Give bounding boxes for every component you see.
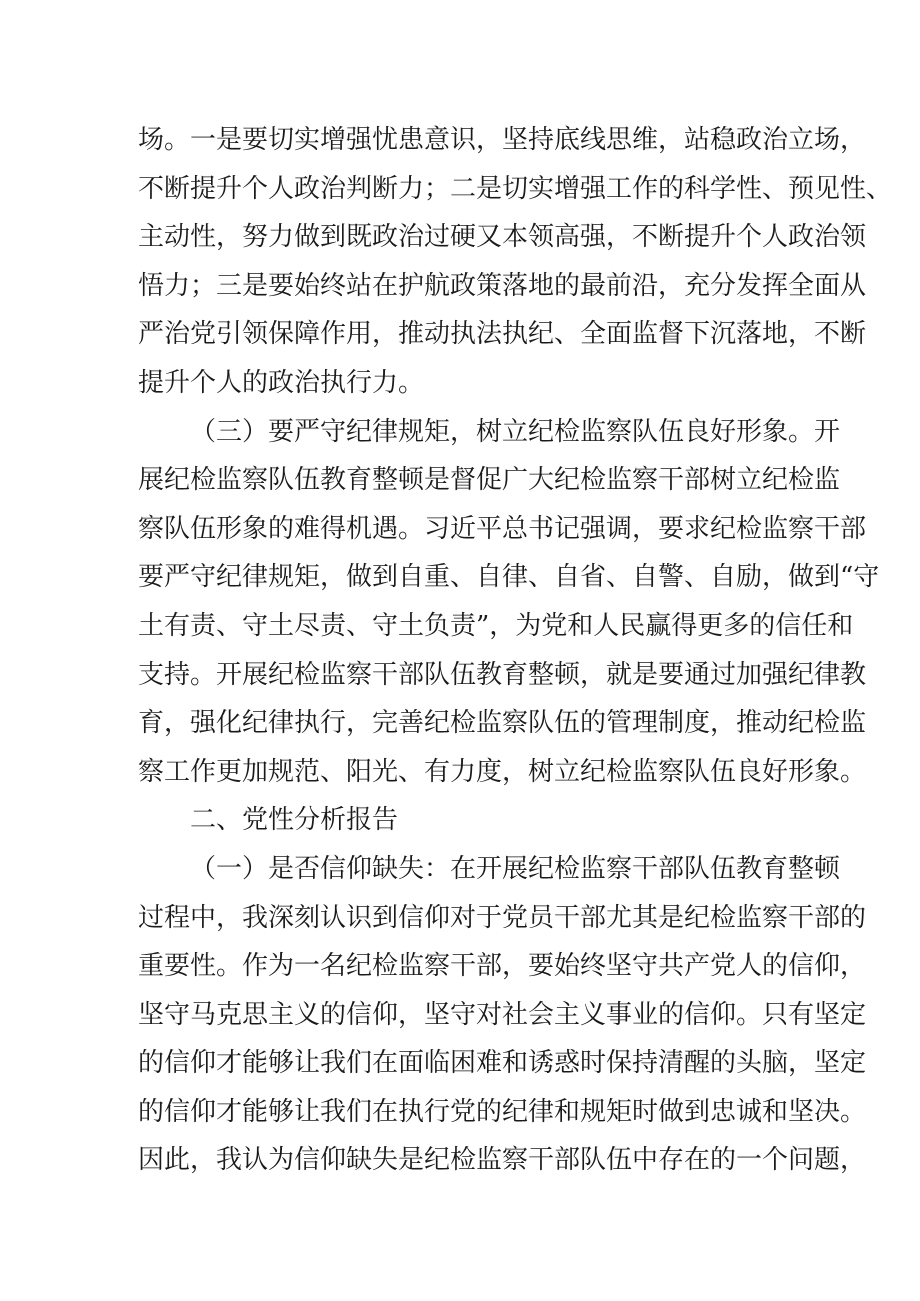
section-heading-party-analysis: 二、党性分析报告	[190, 805, 399, 836]
section-three-heading-line: （三）要严守纪律规矩，树立纪检监察队伍良好形象。开	[190, 416, 841, 447]
body-line-21: 的信仰才能够让我们在执行党的纪律和规矩时做到忠诚和坚决。	[138, 1096, 867, 1127]
body-line-5: 严治党引领保障作用，推动执法执纪、全面监督下沉落地，不断	[138, 319, 867, 350]
body-line-6: 提升个人的政治执行力。	[138, 367, 425, 398]
body-line-1: 场。一是要切实增强忧患意识，坚持底线思维，站稳政治立场，	[138, 125, 867, 155]
body-line-22: 因此，我认为信仰缺失是纪检监察干部队伍中存在的一个问题，	[138, 1145, 867, 1176]
body-line-11: 土有责、守土尽责、守土负责”，为党和人民赢得更多的信任和	[138, 610, 854, 641]
body-line-8: 展纪检监察队伍教育整顿是督促广大纪检监察干部树立纪检监	[138, 465, 841, 496]
body-line-20: 的信仰才能够让我们在面临困难和诱惑时保持清醒的头脑，坚定	[138, 1048, 867, 1079]
body-line-9: 察队伍形象的难得机遇。习近平总书记强调，要求纪检监察干部	[138, 513, 867, 544]
body-line-19: 坚守马克思主义的信仰，坚守对社会主义事业的信仰。只有坚定	[138, 999, 867, 1030]
body-line-13: 育，强化纪律执行，完善纪检监察队伍的管理制度，推动纪检监	[138, 708, 867, 739]
body-line-3: 主动性，努力做到既政治过硬又本领高强，不断提升个人政治领	[138, 222, 867, 253]
subsection-one-heading-line: （一）是否信仰缺失：在开展纪检监察干部队伍教育整顿	[190, 853, 841, 884]
body-line-10: 要严守纪律规矩，做到自重、自律、自省、自警、自励，做到“守	[138, 562, 880, 593]
body-line-17: 过程中，我深刻认识到信仰对于党员干部尤其是纪检监察干部的	[138, 902, 867, 933]
document-body	[138, 116, 893, 1185]
body-line-18: 重要性。作为一名纪检监察干部，要始终坚守共产党人的信仰，	[138, 951, 867, 982]
body-line-4: 悟力；三是要始终站在护航政策落地的最前沿，充分发挥全面从	[138, 270, 867, 301]
body-line-14: 察工作更加规范、阳光、有力度，树立纪检监察队伍良好形象。	[138, 756, 867, 787]
body-line-2: 不断提升个人政治判断力；二是切实增强工作的科学性、预见性、	[138, 173, 893, 204]
body-line-12: 支持。开展纪检监察干部队伍教育整顿，就是要通过加强纪律教	[138, 659, 867, 690]
